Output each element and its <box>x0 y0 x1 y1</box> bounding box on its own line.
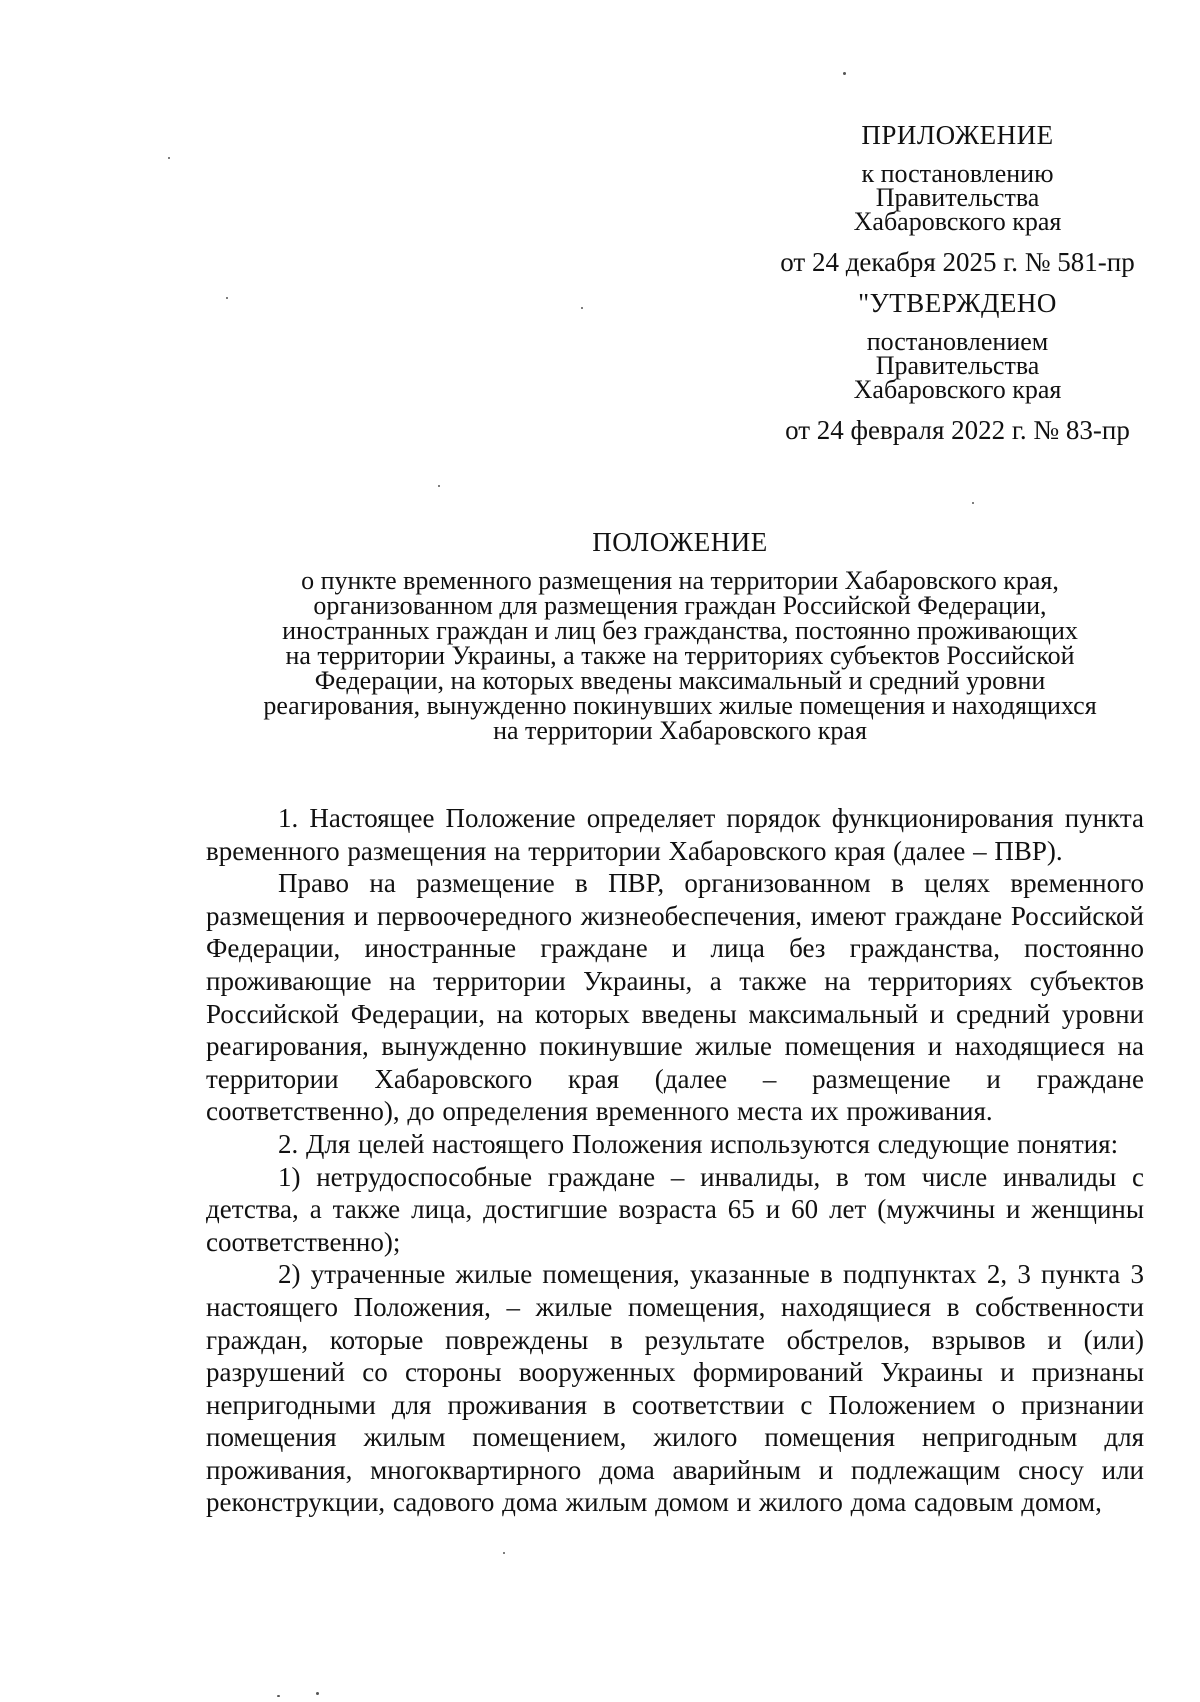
scan-speck <box>581 307 583 309</box>
scan-speck <box>503 1552 505 1554</box>
approved-line: Хабаровского края <box>853 375 1062 404</box>
approved-line: Правительства <box>875 351 1040 380</box>
appendix-heading: ПРИЛОЖЕНИЕ <box>861 120 1054 150</box>
appendix-line: к постановлению <box>861 159 1054 188</box>
paragraph: 1) нетрудоспособные граждане – инвалиды, в том числе инвалиды с детства, а также лица, достигшие возраста 65 и 60 лет (мужчины и женщины соответственно); <box>206 1161 1144 1257</box>
subtitle-line: на территории Украины, а также на территориях субъектов Российской <box>285 641 1075 670</box>
scan-speck <box>168 157 170 159</box>
appendix-line: Хабаровского края <box>853 207 1062 236</box>
paragraph: Право на размещение в ПВР, организованном в целях временного размещения и первоочередного жизнеобеспечения, имеют граждане Российской Федерации, иностранные граждане и лица без гражданства, постоянно проживающие на территории Украины, а также на территориях субъектов Российской Федерации, на которых введены максимальный и средний уровни реагирования, вынужденно покинувшие жилые помещения и находящиеся на территории Хабаровского края (далее – размещение и граждане соответственно), до определения временного места их проживания. <box>206 868 1144 1127</box>
appendix-date: от 24 декабря 2025 г. № 581-пр <box>780 247 1135 277</box>
subtitle-line: реагирования, вынужденно покинувших жилые помещения и находящихся <box>263 691 1097 720</box>
subtitle-line: на территории Хабаровского края <box>493 716 867 745</box>
scan-speck <box>972 502 974 504</box>
scan-speck <box>843 72 846 75</box>
approved-date: от 24 февраля 2022 г. № 83-пр <box>785 415 1130 445</box>
paragraph: 2. Для целей настоящего Положения используются следующие понятия: <box>278 1128 1119 1159</box>
scan-speck <box>316 1692 319 1695</box>
approved-heading: "УТВЕРЖДЕНО <box>858 288 1057 318</box>
document-title-block <box>200 527 1160 743</box>
subtitle-line: Федерации, на которых введены максимальный и средний уровни <box>314 666 1046 695</box>
scan-speck <box>438 485 440 487</box>
scan-speck <box>226 297 228 299</box>
document-body <box>206 802 1144 1519</box>
scan-speck <box>277 1695 280 1697</box>
paragraph: 1. Настоящее Положение определяет порядок функционирования пункта временного размещения на территории Хабаровского края (далее – ПВР). <box>206 803 1144 866</box>
subtitle-line: организованном для размещения граждан Российской Федерации, <box>313 591 1047 620</box>
document-subtitle <box>200 568 1160 743</box>
approved-line: постановлением <box>866 327 1049 356</box>
subtitle-line: о пункте временного размещения на территории Хабаровского края, <box>301 566 1059 595</box>
document-title: ПОЛОЖЕНИЕ <box>592 527 768 557</box>
appendix-approval-block <box>755 118 1160 277</box>
appendix-line: Правительства <box>875 183 1040 212</box>
approved-block <box>755 286 1160 445</box>
subtitle-line: иностранных граждан и лиц без гражданства, постоянно проживающих <box>282 616 1078 645</box>
paragraph: 2) утраченные жилые помещения, указанные в подпунктах 2, 3 пункта 3 настоящего Положения, – жилые помещения, находящиеся в собственности граждан, которые повреждены в результате обстрелов, взрывов и (или) разрушений со стороны вооруженных формирований Украины и признаны непригодными для проживания в соответствии с Положением о признании помещения жилым помещением, жилого помещения непригодным для проживания, многоквартирного дома аварийным и подлежащим сносу или реконструкции, садового дома жилым домом и жилого дома садовым домом, <box>206 1259 1144 1518</box>
